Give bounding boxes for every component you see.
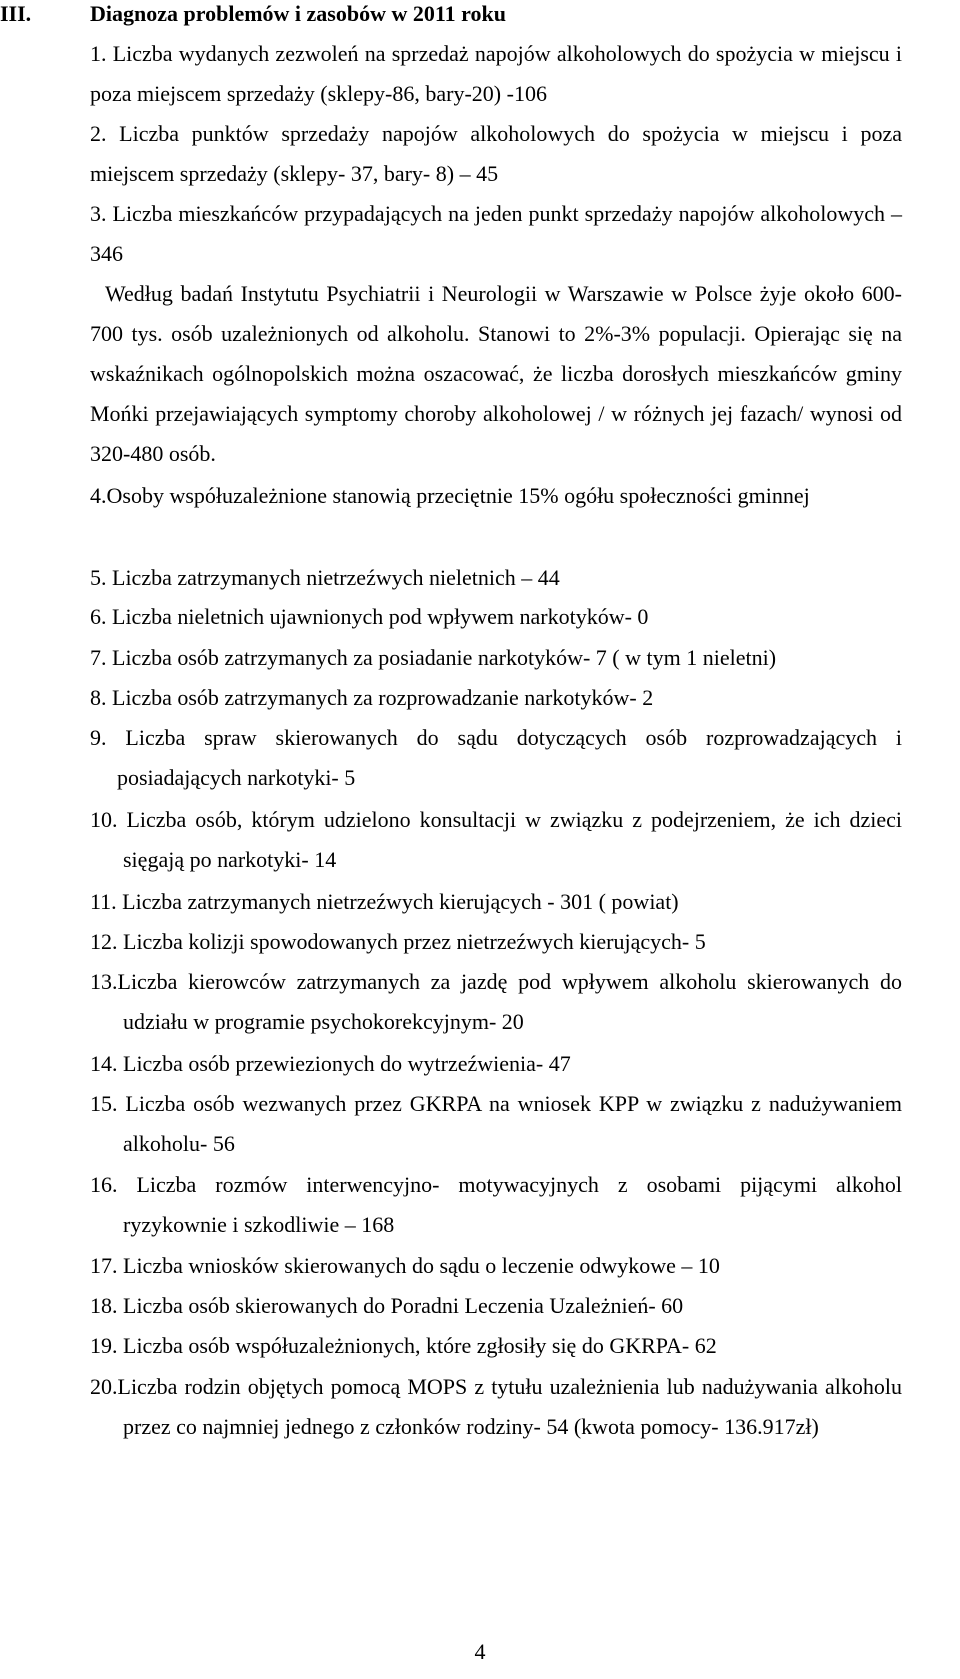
list-item-8: 8. Liczba osób zatrzymanych za rozprowadzanie narkotyków- 2 [90, 685, 654, 710]
list-item-7: 7. Liczba osób zatrzymanych za posiadanie narkotyków- 7 ( w tym 1 nieletni) [90, 645, 777, 670]
section-number: III. [0, 1, 32, 26]
list-item-3: 3. Liczba mieszkańców przypadających na jeden punkt sprzedaży napojów alkoholowych – 346 [90, 201, 902, 266]
paragraph-statistics: Według badań Instytutu Psychiatrii i Neurologii w Warszawie w Polsce żyje około 600-700 tys. osób uzależnionych od alkoholu. Stanowi to 2%-3% populacji. Opierając się na wskaźnikach ogólnopolskich można oszacować, że liczba dorosłych mieszkańców gminy Mońki przejawiających symptomy choroby alkoholowej / w różnych jej fazach/ wynosi od 320-480 osób. [90, 281, 902, 466]
list-item-20: 20.Liczba rodzin objętych pomocą MOPS z tytułu uzależnienia lub nadużywania alkoholu przez co najmniej jednego z członków rodziny- 54 (kwota pomocy- 136.917zł) [90, 1374, 902, 1439]
section-title: Diagnoza problemów i zasobów w 2011 roku [90, 1, 507, 26]
list-item-13: 13.Liczba kierowców zatrzymanych za jazdę pod wpływem alkoholu skierowanych do udziału w programie psychokorekcyjnym- 20 [90, 969, 902, 1034]
list-item-17: 17. Liczba wniosków skierowanych do sądu o leczenie odwykowe – 10 [90, 1253, 720, 1278]
list-item-2: 2. Liczba punktów sprzedaży napojów alkoholowych do spożycia w miejscu i poza miejscem sprzedaży (sklepy- 37, bary- 8) – 45 [90, 121, 902, 186]
list-item-1: 1. Liczba wydanych zezwoleń na sprzedaż napojów alkoholowych do spożycia w miejscu i poza miejscem sprzedaży (sklepy-86, bary-20) -106 [90, 41, 902, 106]
list-item-11: 11. Liczba zatrzymanych nietrzeźwych kierujących - 301 ( powiat) [90, 889, 679, 914]
list-item-5: 5. Liczba zatrzymanych nietrzeźwych nieletnich – 44 [90, 565, 560, 590]
page-number: 4 [474, 1639, 486, 1664]
list-item-4: 4.Osoby współuzależnione stanowią przeciętnie 15% ogółu społeczności gminnej [90, 483, 810, 508]
list-item-15: 15. Liczba osób wezwanych przez GKRPA na wniosek KPP w związku z nadużywaniem alkoholu- 56 [90, 1091, 902, 1156]
list-item-12: 12. Liczba kolizji spowodowanych przez nietrzeźwych kierujących- 5 [90, 929, 706, 954]
list-item-6: 6. Liczba nieletnich ujawnionych pod wpływem narkotyków- 0 [90, 604, 649, 629]
list-item-10: 10. Liczba osób, którym udzielono konsultacji w związku z podejrzeniem, że ich dzieci sięgają po narkotyki- 14 [90, 807, 902, 872]
list-item-19: 19. Liczba osób współuzależnionych, które zgłosiły się do GKRPA- 62 [90, 1333, 717, 1358]
section-heading [0, 0, 506, 34]
list-item-14: 14. Liczba osób przewiezionych do wytrzeźwienia- 47 [90, 1051, 571, 1076]
list-item-16: 16. Liczba rozmów interwencyjno- motywacyjnych z osobami pijącymi alkohol ryzykownie i szkodliwie – 168 [90, 1172, 902, 1237]
list-item-9: 9. Liczba spraw skierowanych do sądu dotyczących osób rozprowadzających i posiadających narkotyki- 5 [90, 725, 902, 790]
list-item-18: 18. Liczba osób skierowanych do Poradni Leczenia Uzależnień- 60 [90, 1293, 684, 1318]
